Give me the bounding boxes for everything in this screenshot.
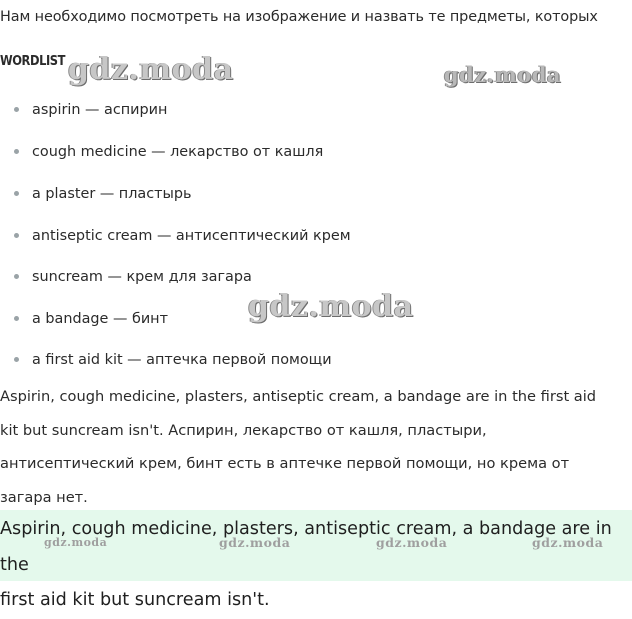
paragraph-line: загара нет. — [0, 488, 88, 506]
bullet-icon — [14, 316, 19, 321]
word-item-text: a plaster — пластырь — [32, 186, 192, 202]
word-item-text: a first aid kit — аптечка первой помощи — [32, 352, 332, 368]
watermark-logo: gdz.moda — [376, 535, 448, 550]
word-list-item — [14, 352, 332, 368]
word-item-text: cough medicine — лекарство от кашля — [32, 144, 324, 160]
watermark-logo: gdz.moda — [248, 289, 414, 324]
word-list-item — [14, 311, 168, 327]
answer-line: first aid kit but suncream isn't. — [0, 590, 270, 610]
bullet-icon — [14, 274, 19, 279]
word-list-item — [14, 228, 351, 244]
paragraph-line: kit but suncream isn't. Аспирин, лекарство от кашля, пластыри, — [0, 421, 487, 439]
paragraph-line: антисептический крем, бинт есть в аптечке первой помощи, но крема от — [0, 455, 570, 472]
bullet-icon — [14, 357, 19, 362]
watermark-logo: gdz.moda — [532, 535, 604, 550]
watermark-logo: gdz.moda — [68, 52, 234, 87]
word-list-item — [14, 186, 192, 202]
watermark-logo: gdz.moda — [444, 62, 562, 87]
wordlist-heading: WORDLIST — [0, 53, 66, 69]
bullet-icon — [14, 191, 19, 196]
watermark-logo: gdz.moda — [44, 536, 108, 549]
word-item-text: suncream — крем для загара — [32, 269, 252, 285]
answer-paragraph — [0, 380, 630, 514]
word-item-text: a bandage — бинт — [32, 311, 168, 327]
bullet-icon — [14, 233, 19, 238]
bullet-icon — [14, 149, 19, 154]
word-list-item — [14, 269, 252, 285]
word-item-text: aspirin — аспирин — [32, 102, 168, 118]
paragraph-line: Aspirin, cough medicine, plasters, antiseptic cream, a bandage are in the first aid — [0, 388, 597, 405]
word-list-item — [14, 102, 167, 118]
word-list-item — [14, 144, 323, 160]
watermark-logo: gdz.moda — [219, 535, 291, 550]
answer-line: Aspirin, cough medicine, plasters, antiseptic cream, a bandage are in the — [0, 519, 612, 575]
bullet-icon — [14, 107, 19, 112]
word-item-text: antiseptic cream — антисептический крем — [32, 228, 351, 244]
intro-text: Нам необходимо посмотреть на изображение и назвать те предметы, которых — [0, 9, 598, 25]
